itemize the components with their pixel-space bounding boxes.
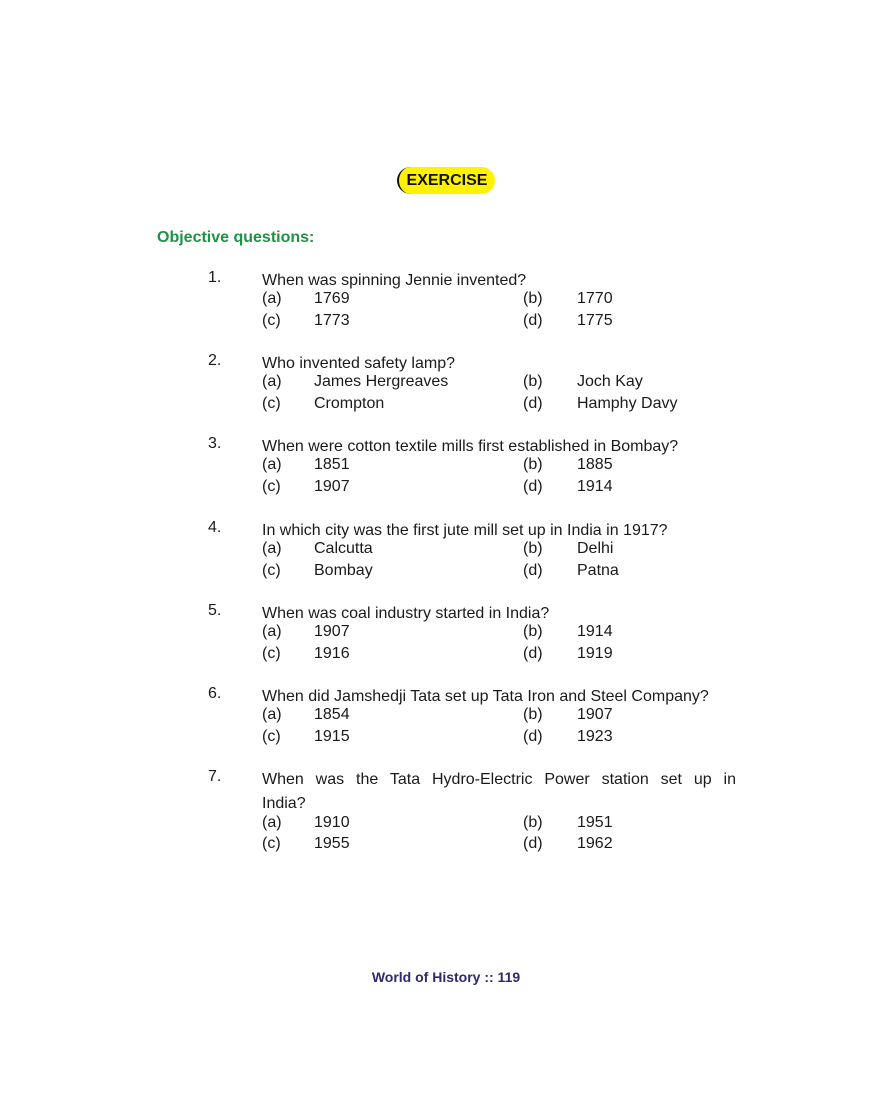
option-c-value: 1907 bbox=[314, 478, 350, 495]
option-d-value: Hamphy Davy bbox=[577, 395, 678, 412]
option-b-value: 1907 bbox=[577, 706, 613, 723]
option-c-value: 1916 bbox=[314, 645, 350, 662]
option-d-value: 1914 bbox=[577, 478, 613, 495]
option-a-value: 1907 bbox=[314, 623, 350, 640]
option-b-label: (b) bbox=[523, 814, 543, 831]
option-b-value: 1951 bbox=[577, 814, 613, 831]
option-c-label: (c) bbox=[262, 312, 281, 329]
option-b-label: (b) bbox=[523, 706, 543, 723]
option-a-value: 1854 bbox=[314, 706, 350, 723]
option-b-value: 1885 bbox=[577, 456, 613, 473]
option-b-value: 1770 bbox=[577, 290, 613, 307]
question-text: When was the Tata Hydro-Electric Power station set up in India? bbox=[262, 771, 736, 812]
option-a-value: 1851 bbox=[314, 456, 350, 473]
option-a-value: 1769 bbox=[314, 290, 350, 307]
option-b-value: Joch Kay bbox=[577, 373, 643, 390]
option-b-label: (b) bbox=[523, 540, 543, 557]
question-text: Who invented safety lamp? bbox=[262, 355, 455, 372]
question-number: 7. bbox=[208, 768, 222, 785]
question-number: 6. bbox=[208, 685, 222, 702]
option-a-label: (a) bbox=[262, 373, 282, 390]
option-a-label: (a) bbox=[262, 290, 282, 307]
option-d-value: 1962 bbox=[577, 835, 613, 852]
option-d-label: (d) bbox=[523, 728, 543, 745]
option-c-label: (c) bbox=[262, 395, 281, 412]
option-c-label: (c) bbox=[262, 478, 281, 495]
option-b-label: (b) bbox=[523, 456, 543, 473]
option-a-label: (a) bbox=[262, 623, 282, 640]
question-number: 1. bbox=[208, 269, 222, 286]
section-heading: Objective questions: bbox=[157, 229, 315, 246]
question-text: When was coal industry started in India? bbox=[262, 605, 550, 622]
option-a-label: (a) bbox=[262, 814, 282, 831]
option-c-label: (c) bbox=[262, 562, 281, 579]
question-text: When did Jamshedji Tata set up Tata Iron and Steel Company? bbox=[262, 688, 709, 705]
option-b-label: (b) bbox=[523, 623, 543, 640]
option-a-value: 1910 bbox=[314, 814, 350, 831]
option-b-value: 1914 bbox=[577, 623, 613, 640]
option-a-value: Calcutta bbox=[314, 540, 373, 557]
option-c-label: (c) bbox=[262, 835, 281, 852]
page-footer: World of History :: 119 bbox=[371, 969, 521, 985]
option-d-label: (d) bbox=[523, 835, 543, 852]
option-d-label: (d) bbox=[523, 312, 543, 329]
question-number: 4. bbox=[208, 519, 222, 536]
option-c-value: Bombay bbox=[314, 562, 373, 579]
question-text: When were cotton textile mills first established in Bombay? bbox=[262, 438, 679, 455]
option-c-label: (c) bbox=[262, 728, 281, 745]
question-number: 5. bbox=[208, 602, 222, 619]
question-text: When was spinning Jennie invented? bbox=[262, 272, 527, 289]
option-d-value: Patna bbox=[577, 562, 619, 579]
option-a-label: (a) bbox=[262, 456, 282, 473]
question-number: 3. bbox=[208, 435, 222, 452]
question-text: In which city was the first jute mill set up in India in 1917? bbox=[262, 522, 668, 539]
option-b-label: (b) bbox=[523, 290, 543, 307]
option-d-value: 1923 bbox=[577, 728, 613, 745]
question-number: 2. bbox=[208, 352, 222, 369]
option-b-value: Delhi bbox=[577, 540, 614, 557]
option-c-value: 1773 bbox=[314, 312, 350, 329]
option-a-value: James Hergreaves bbox=[314, 373, 449, 390]
option-b-label: (b) bbox=[523, 373, 543, 390]
option-c-label: (c) bbox=[262, 645, 281, 662]
option-c-value: 1915 bbox=[314, 728, 350, 745]
option-d-label: (d) bbox=[523, 645, 543, 662]
option-c-value: Crompton bbox=[314, 395, 385, 412]
option-a-label: (a) bbox=[262, 540, 282, 557]
option-d-value: 1775 bbox=[577, 312, 613, 329]
exercise-badge: EXERCISE bbox=[397, 167, 495, 194]
option-d-label: (d) bbox=[523, 395, 543, 412]
option-c-value: 1955 bbox=[314, 835, 350, 852]
option-a-label: (a) bbox=[262, 706, 282, 723]
option-d-label: (d) bbox=[523, 478, 543, 495]
option-d-label: (d) bbox=[523, 562, 543, 579]
option-d-value: 1919 bbox=[577, 645, 613, 662]
